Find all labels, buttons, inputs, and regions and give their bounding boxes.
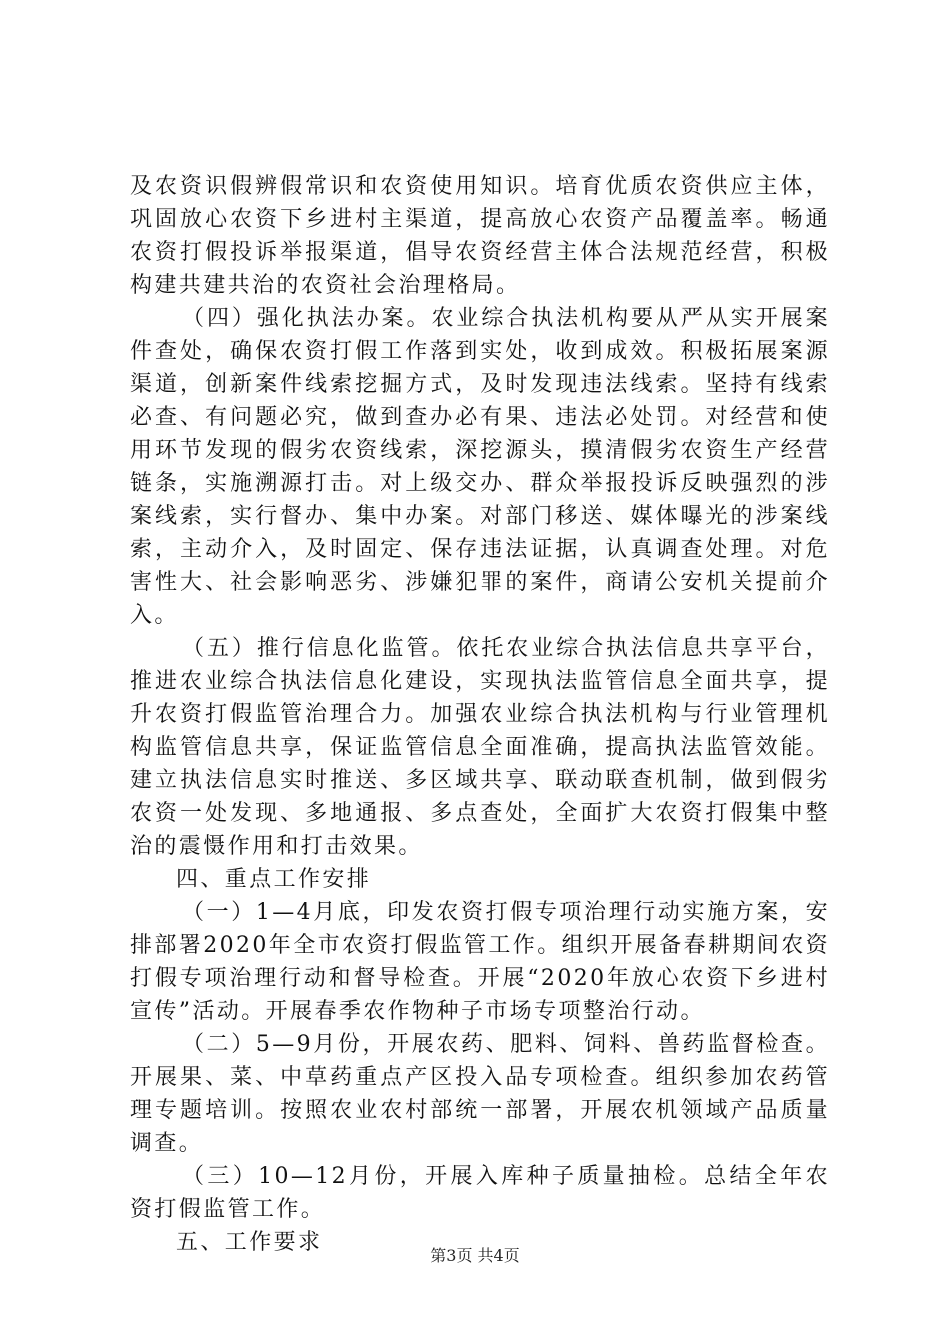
paragraph-schedule-2: （二）5—9月份，开展农药、肥料、饲料、兽药监督检查。开展果、菜、中草药重点产区投入品专项检查。组织参加农药管理专题培训。按照农业农村部统一部署，开展农机领域产品质量调查。 xyxy=(130,1032,830,1156)
paragraph-schedule-3: （三）10—12月份，开展入库种子质量抽检。总结全年农资打假监管工作。 xyxy=(130,1164,830,1222)
document-body xyxy=(130,170,830,1259)
paragraph-continuation: 及农资识假辨假常识和农资使用知识。培育优质农资供应主体，巩固放心农资下乡进村主渠道，提高放心农资产品覆盖率。畅通农资打假投诉举报渠道，倡导农资经营主体合法规范经营，积极构建共建共治的农资社会治理格局。 xyxy=(130,174,830,298)
page-footer xyxy=(0,1246,950,1266)
paragraph-informatization: （五）推行信息化监管。依托农业综合执法信息共享平台，推进农业综合执法信息化建设，实现执法监管信息全面共享，提升农资打假监管治理合力。加强农业综合执法机构与行业管理机构监管信息共享，保证监管信息全面准确，提高执法监管效能。建立执法信息实时推送、多区域共享、联动联查机制，做到假劣农资一处发现、多地通报、多点查处，全面扩大农资打假集中整治的震慑作用和打击效果。 xyxy=(130,636,830,859)
page-number: 第3页 共4页 xyxy=(430,1246,520,1265)
section-heading-requirements: 五、工作要求 xyxy=(176,1230,323,1255)
paragraph-enforcement: （四）强化执法办案。农业综合执法机构要从严从实开展案件查处，确保农资打假工作落到实处，收到成效。积极拓展案源渠道，创新案件线索挖掘方式，及时发现违法线索。坚持有线索必查、有问题必究，做到查办必有果、违法必处罚。对经营和使用环节发现的假劣农资线索，深挖源头，摸清假劣农资生产经营链条，实施溯源打击。对上级交办、群众举报投诉反映强烈的涉案线索，实行督办、集中办案。对部门移送、媒体曝光的涉案线索，主动介入，及时固定、保存违法证据，认真调查处理。对危害性大、社会影响恶劣、涉嫌犯罪的案件，商请公安机关提前介入。 xyxy=(130,306,830,628)
section-heading-key-work: 四、重点工作安排 xyxy=(176,867,372,892)
paragraph-schedule-1: （一）1—4月底，印发农资打假专项治理行动实施方案，安排部署2020年全市农资打假监管工作。组织开展备春耕期间农资打假专项治理行动和督导检查。开展“2020年放心农资下乡进村宣传”活动。开展春季农作物种子市场专项整治行动。 xyxy=(130,900,830,1024)
